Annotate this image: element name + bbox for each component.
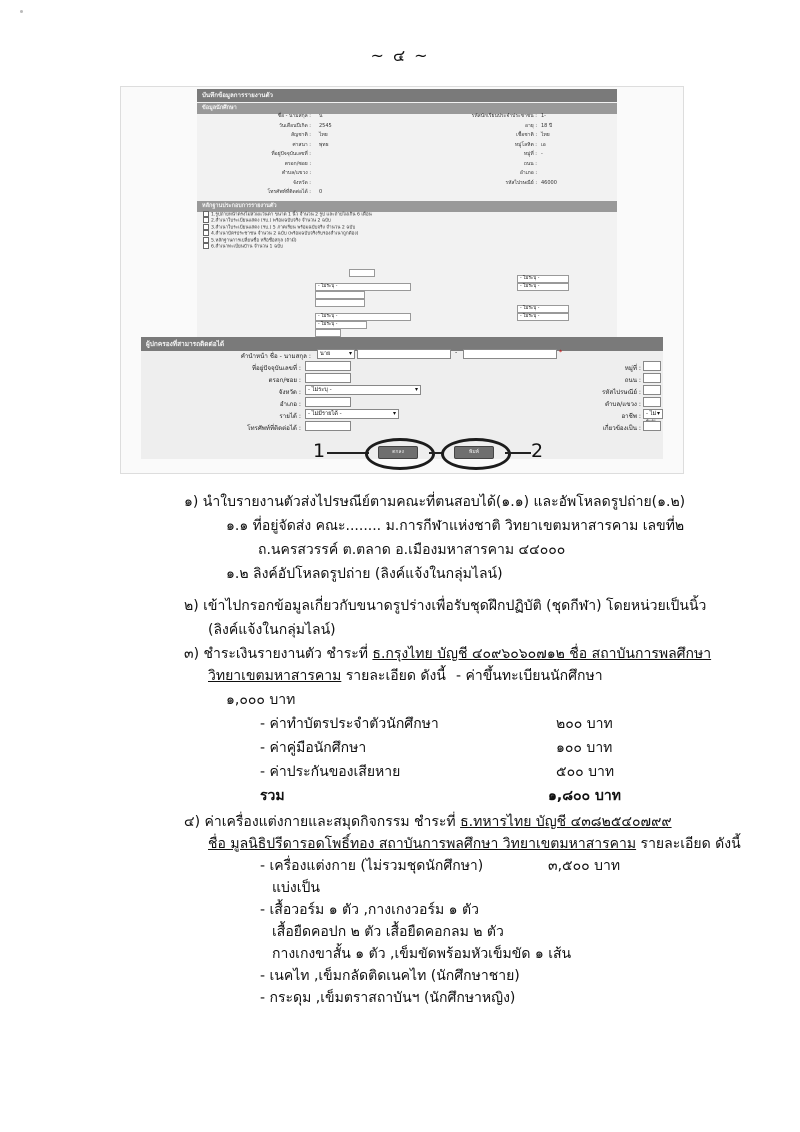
- guardian-firstname-input[interactable]: [357, 349, 451, 359]
- tambon-input[interactable]: [643, 397, 661, 407]
- row-value-2: -: [541, 151, 543, 157]
- guardian-section-bar: ผู้ปกครองที่สามารถติดต่อได้: [141, 337, 663, 351]
- form-title-bar: บันทึกข้อมูลการรายงานตัว: [197, 89, 617, 102]
- amphoe-input[interactable]: [305, 397, 351, 407]
- row-label-2: ถนน :: [523, 160, 537, 167]
- label-moo: หมู่ที่ :: [624, 365, 641, 372]
- marker-line: [505, 452, 531, 454]
- fee-amount: ๑๐๐ บาท: [556, 740, 613, 756]
- row-value-2: 1-: [541, 113, 546, 119]
- scan-speck: [20, 10, 23, 13]
- item-3-bank2: วิทยาเขตมหาสารคาม: [208, 668, 342, 684]
- item-4-prefix: ๔) ค่าเครื่องแต่งกายและสมุดกิจกรรม ชำระที่: [184, 814, 461, 830]
- doc-checkbox[interactable]: 3.สำเนาใบระเบียนแสดง (รบ.) 5 ภาคเรียน พร้อมฉบับจริง จำนวน 2 ฉบับ: [203, 224, 355, 232]
- total-amount: ๑,๘๐๐ บาท: [548, 788, 621, 804]
- print-button[interactable]: พิมพ์: [454, 446, 494, 459]
- doc-checkbox[interactable]: 4.สำเนาบัตรประชาชน จำนวน 2 ฉบับ (พร้อมฉบับจริงรับรองสำเนาถูกต้อง): [203, 230, 358, 238]
- row-label-2: หมู่โลหิต :: [514, 141, 537, 148]
- mini-select[interactable]: - ไม่ระบุ -: [315, 321, 367, 329]
- page-number: ~ ๔ ~: [370, 46, 430, 65]
- label-job: อาชีพ :: [621, 413, 641, 420]
- split-label: แบ่งเป็น: [272, 880, 320, 896]
- uniform-label: - เครื่องแต่งกาย (ไม่รวมชุดนักศึกษา): [260, 858, 484, 874]
- dash: -: [455, 349, 458, 356]
- row-label: วันเดือนปีเกิด :: [278, 122, 311, 129]
- road-input[interactable]: [643, 373, 661, 383]
- row-label: จังหวัด :: [293, 179, 311, 186]
- mini-select[interactable]: - ไม่ระบุ -: [315, 313, 411, 321]
- row-label: ชื่อ - นามสกุล :: [277, 113, 311, 119]
- item-4-detail: รายละเอียด ดังนี้: [636, 836, 741, 852]
- soi-input[interactable]: [305, 373, 351, 383]
- row-label: ตำบล/แขวง :: [281, 170, 311, 176]
- fee-label: - ค่าคู่มือนักศึกษา: [260, 740, 367, 756]
- mini-select[interactable]: - ไม่ระบุ -: [517, 313, 569, 321]
- uniform-line-4: - เนคไท ,เข็มกลัดติดเนคไท (นักศึกษาชาย): [260, 968, 520, 984]
- mini-field[interactable]: [349, 269, 375, 277]
- row-value-2: 46000: [541, 179, 557, 186]
- row-label-2: หมู่ที่ :: [523, 151, 537, 157]
- phone-input[interactable]: [305, 421, 351, 431]
- item-1-2: ๑.๒ ลิงค์อัปโหลดรูปถ่าย (ลิงค์แจ้งในกลุ่มไลน์): [226, 566, 503, 582]
- uniform-line-5: - กระดุม ,เข็มตราสถาบันฯ (นักศึกษาหญิง): [260, 990, 516, 1006]
- item-1: ๑) นำใบรายงานตัวส่งไปรษณีย์ตามคณะที่ตนสอบได้(๑.๑) และอัพโหลดรูปถ่าย(๑.๒): [184, 494, 686, 510]
- label-soi: ตรอก/ซอย :: [268, 377, 301, 384]
- guardian-lastname-input[interactable]: [463, 349, 557, 359]
- label-name: คำนำหน้า ชื่อ - นามสกุล :: [240, 353, 311, 360]
- fee-registration-label: - ค่าขึ้นทะเบียนนักศึกษา: [456, 668, 603, 684]
- zip-input[interactable]: [643, 385, 661, 395]
- student-section-bar: ข้อมูลนักศึกษา: [197, 103, 617, 114]
- fee-amount: ๕๐๐ บาท: [556, 764, 615, 780]
- row-label-2: เชื้อชาติ :: [516, 132, 537, 138]
- label-house: ที่อยู่ปัจจุบันเลขที่ :: [251, 365, 301, 372]
- mini-field[interactable]: [315, 329, 341, 337]
- mini-select[interactable]: - ไม่ระบุ -: [517, 283, 569, 291]
- mini-select[interactable]: - ไม่ระบุ -: [517, 275, 569, 283]
- doc-checkbox[interactable]: 2.สำเนาใบระเบียนแสดง (รบ.) พร้อมฉบับจริง จำนวน 2 ฉบับ: [203, 217, 331, 225]
- item-4-line1: [184, 812, 672, 832]
- button-row: [121, 434, 683, 470]
- label-relation: เกี่ยวข้องเป็น :: [602, 425, 641, 432]
- doc-checkbox[interactable]: 6.สำเนาทะเบียนบ้าน จำนวน 1 ฉบับ: [203, 243, 283, 251]
- row-value-2: ไทย: [541, 132, 550, 138]
- row-label: โทรศัพท์ที่ติดต่อได้ :: [267, 189, 311, 195]
- marker-1: 1: [313, 440, 326, 462]
- item-3-line1: [184, 644, 711, 664]
- marker-2: 2: [531, 440, 544, 462]
- total-label: รวม: [260, 788, 285, 804]
- documents-section-bar: หลักฐานประกอบการรายงานตัว: [197, 201, 617, 212]
- house-input[interactable]: [305, 361, 351, 371]
- item-3-prefix: ๓) ชำระเงินรายงานตัว ชำระที่: [184, 646, 373, 662]
- row-label-2: อำเภอ :: [519, 170, 537, 176]
- row-label-2: อายุ :: [524, 122, 537, 129]
- label-income: รายได้ :: [279, 413, 301, 420]
- uniform-line-2: เสื้อยืดคอปก ๒ ตัว เสื้อยืดคอกลม ๒ ตัว: [272, 924, 504, 940]
- row-label: ตรอก/ซอย :: [284, 160, 311, 167]
- relation-input[interactable]: [643, 421, 661, 431]
- province-select[interactable]: - ไม่ระบุ - ▾: [305, 385, 421, 395]
- label-zip: รหัสไปรษณีย์ :: [601, 389, 641, 396]
- mini-field[interactable]: [315, 291, 365, 299]
- uniform-line-3: กางเกงขาสั้น ๑ ตัว ,เข็มขัดพร้อมหัวเข็มขัด ๑ เส้น: [272, 946, 572, 962]
- row-label: ที่อยู่ปัจจุบันเลขที่ :: [271, 151, 311, 157]
- item-1-1a: ๑.๑ ที่อยู่จัดส่ง คณะ........ ม.การกีฬาแห่งชาติ วิทยาเขตมหาสารคาม เลขที่๒: [226, 518, 685, 534]
- label-phone: โทรศัพท์ที่ติดต่อได้ :: [247, 425, 301, 432]
- form-screenshot: [120, 86, 684, 474]
- row-label: ศาสนา :: [292, 141, 311, 148]
- required-mark: *: [559, 349, 563, 356]
- row-label: สัญชาติ :: [290, 132, 311, 138]
- row-label-2: รหัสนักเรียนประจำประชาชน :: [471, 113, 537, 119]
- income-select[interactable]: - ไม่มีรายได้ - ▾: [305, 409, 399, 419]
- doc-checkbox[interactable]: 5.หลักฐานการเปลี่ยนชื่อ หรือชื่อสกุล (ถ้ามี): [203, 237, 297, 245]
- item-4-bank: ธ.ทหารไทย บัญชี ๔๓๘๒๕๔๐๗๙๙: [460, 814, 672, 830]
- row-value: 2545: [319, 122, 332, 129]
- label-road: ถนน :: [624, 377, 641, 384]
- label-province: จังหวัด :: [278, 389, 301, 396]
- mini-field[interactable]: [315, 299, 365, 307]
- prefix-select[interactable]: นาย ▾: [317, 349, 355, 359]
- job-select[interactable]: - ไม่ ▾: [643, 409, 663, 419]
- fee-label: - ค่าประกันของเสียหาย: [260, 764, 401, 780]
- row-value: ไทย: [319, 132, 328, 138]
- mini-select[interactable]: - ไม่ระบุ -: [517, 305, 569, 313]
- doc-checkbox[interactable]: 1.รูปถ่ายหน้าตรงไม่สวมแว่นตา ขนาด 1 นิ้ว จำนวน 2 รูป และถ่ายไม่เกิน 6 เดือน: [203, 211, 372, 219]
- mini-select[interactable]: - ไม่ระบุ -: [315, 283, 411, 291]
- item-3-line2: [208, 666, 446, 686]
- row-label-2: รหัสไปรษณีย์ :: [505, 179, 537, 186]
- save-button[interactable]: ตกลง: [378, 446, 418, 459]
- marker-line: [327, 452, 369, 454]
- row-value: 0: [319, 189, 323, 195]
- row-value-2: 18 ปี: [541, 122, 553, 129]
- row-value: พุทธ: [319, 141, 329, 148]
- uniform-amount: ๓,๕๐๐ บาท: [548, 858, 621, 874]
- item-4-bank2: ชื่อ มูลนิธิปรีดารอดโพธิ์ทอง สถาบันการพลศึกษา วิทยาเขตมหาสารคาม: [208, 836, 637, 852]
- row-value-2: เอ: [541, 141, 546, 148]
- row-value: น: [319, 113, 323, 119]
- fee-amount: ๒๐๐ บาท: [556, 716, 613, 732]
- moo-input[interactable]: [643, 361, 661, 371]
- label-amphoe: อำเภอ :: [279, 401, 301, 408]
- item-3-bank: ธ.กรุงไทย บัญชี ๔๐๙๖๐๖๐๗๑๒ ชื่อ สถาบันการพลศึกษา: [372, 646, 712, 662]
- fee-label: - ค่าทำบัตรประจำตัวนักศึกษา: [260, 716, 439, 732]
- item-2a: ๒) เข้าไปกรอกข้อมูลเกี่ยวกับขนาดรูปร่างเพื่อรับชุดฝึกปฏิบัติ (ชุดกีฬา) โดยหน่วยเป็นนิ้ว: [184, 598, 707, 614]
- item-1-1b: ถ.นครสวรรค์ ต.ตลาด อ.เมืองมหาสารคาม ๔๔๐๐๐: [258, 542, 566, 558]
- fee-registration-amount: ๑,๐๐๐ บาท: [226, 692, 296, 708]
- label-tambon: ตำบล/แขวง :: [604, 401, 641, 408]
- item-4-line2: [208, 834, 741, 854]
- item-3-detail: รายละเอียด ดังนี้: [341, 668, 446, 684]
- uniform-line-1: - เสื้อวอร์ม ๑ ตัว ,กางเกงวอร์ม ๑ ตัว: [260, 902, 479, 918]
- item-2b: (ลิงค์แจ้งในกลุ่มไลน์): [208, 622, 336, 638]
